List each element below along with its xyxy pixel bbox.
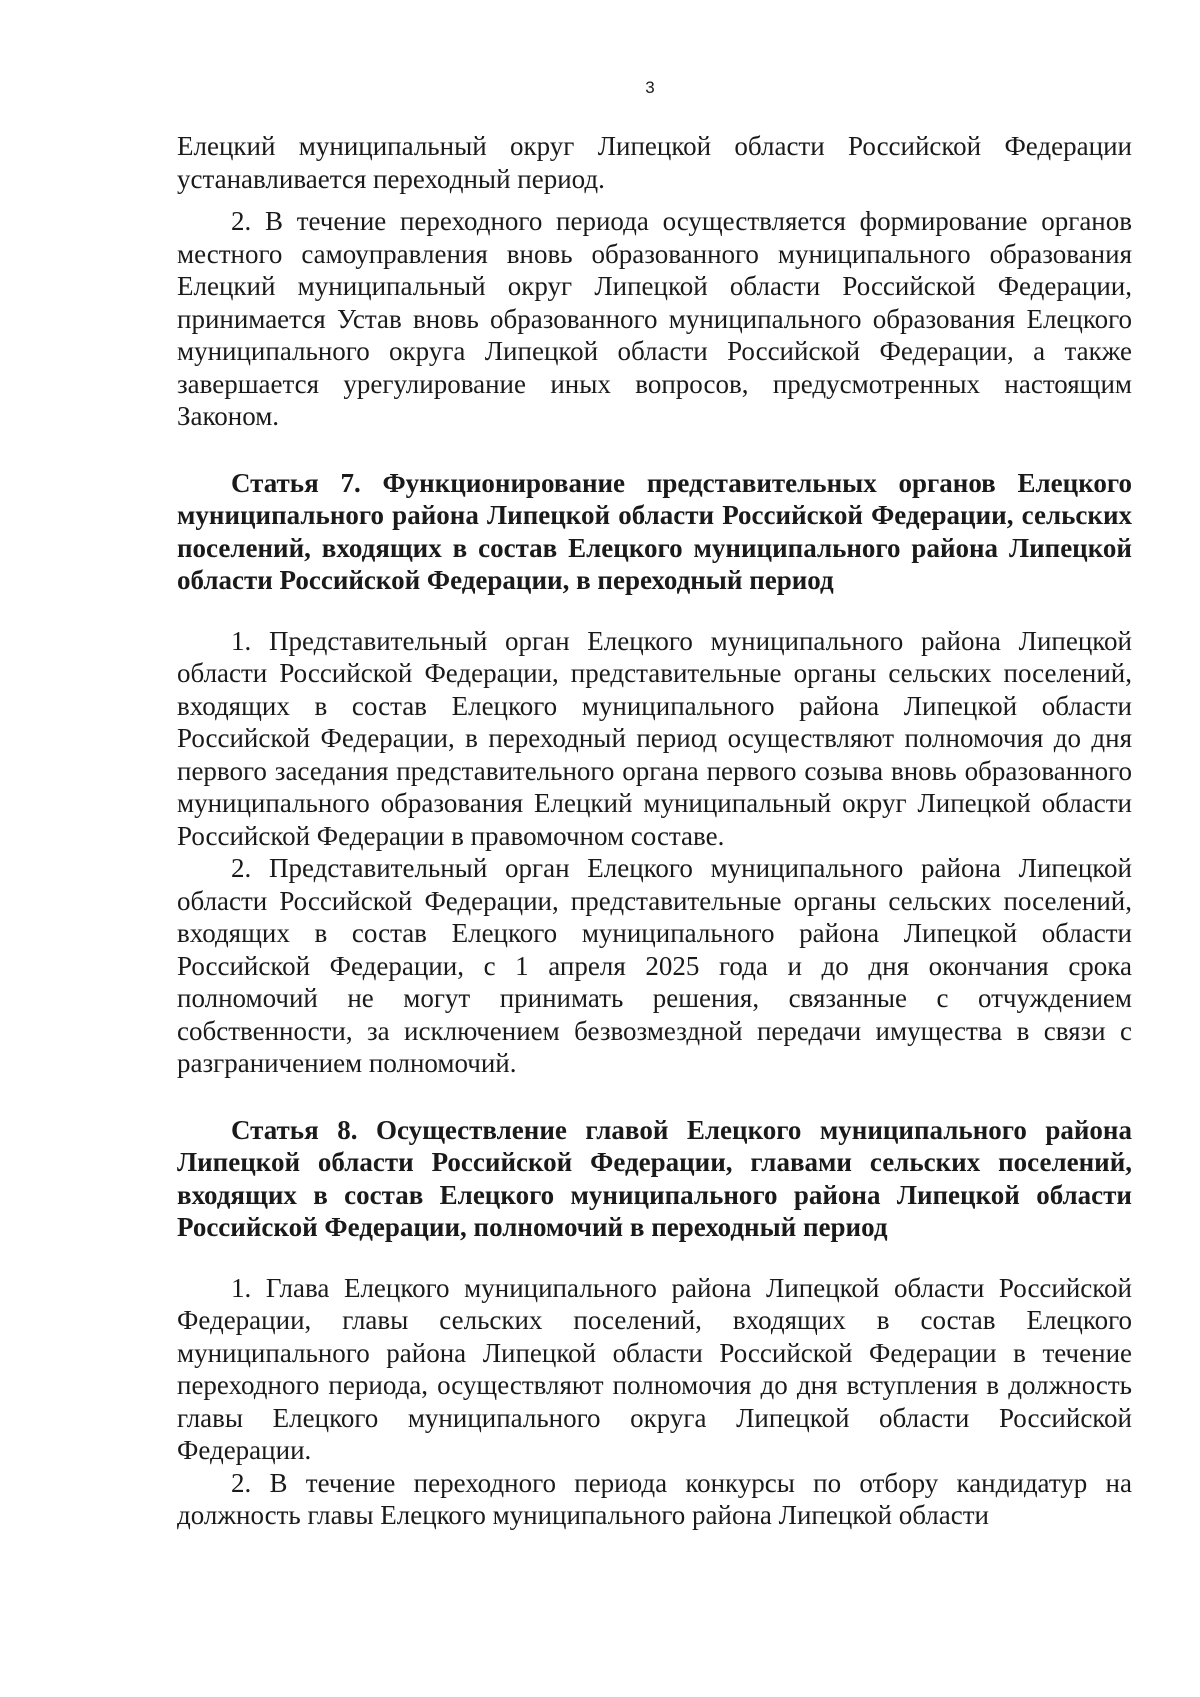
article-8-paragraph-1: 1. Глава Елецкого муниципального района Липецкой области Российской Федерации, главы сельских поселений, входящих в состав Елецкого муниципального района Липецкой области Российской Федерации в течение переходного периода, осуществляют полномочия до дня вступления в должность главы Елецкого муниципального округа Липецкой области Российской Федерации.: [177, 1272, 1132, 1465]
article-8-heading: Статья 8. Осуществление главой Елецкого муниципального района Липецкой области Российской Федерации, главами сельских поселений, входящих в состав Елецкого муниципального района Липецкой области Российской Федерации, полномочий в переходный период: [177, 1114, 1132, 1242]
paragraph-transition-period-formation: 2. В течение переходного периода осуществляется формирование органов местного самоуправления вновь образованного муниципального образования Елецкий муниципальный округ Липецкой области Российской Федерации, принимается Устав вновь образованного муниципального образования Елецкого муниципального округа Липецкой области Российской Федерации, а также завершается урегулирование иных вопросов, предусмотренных настоящим Законом.: [177, 206, 1132, 431]
paragraph-continuation: Елецкий муниципальный округ Липецкой области Российской Федерации устанавливается переходный период.: [177, 131, 1132, 194]
article-7-paragraph-1: 1. Представительный орган Елецкого муниципального района Липецкой области Российской Федерации, представительные органы сельских поселений, входящих в состав Елецкого муниципального района Липецкой области Российской Федерации, в переходный период осуществляют полномочия до дня первого заседания представительного органа первого созыва вновь образованного муниципального образования Елецкий муниципальный округ Липецкой области Российской Федерации в правомочном составе.: [177, 625, 1132, 851]
article-7-paragraph-2: 2. Представительный орган Елецкого муниципального района Липецкой области Российской Федерации, представительные органы сельских поселений, входящих в состав Елецкого муниципального района Липецкой области Российской Федерации, с 1 апреля 2025 года и до дня окончания срока полномочий не могут принимать решения, связанные с отчуждением собственности, за исключением безвозмездной передачи имущества в связи с разграничением полномочий.: [177, 853, 1132, 1078]
page-number: 3: [645, 78, 655, 97]
document-body: [177, 130, 1132, 1532]
article-8-paragraph-2: 2. В течение переходного периода конкурсы по отбору кандидатур на должность главы Елецкого муниципального района Липецкой области: [177, 1467, 1132, 1530]
article-7-heading: Статья 7. Функционирование представительных органов Елецкого муниципального района Липецкой области Российской Федерации, сельских поселений, входящих в состав Елецкого муниципального района Липецкой области Российской Федерации, в переходный период: [177, 467, 1132, 595]
